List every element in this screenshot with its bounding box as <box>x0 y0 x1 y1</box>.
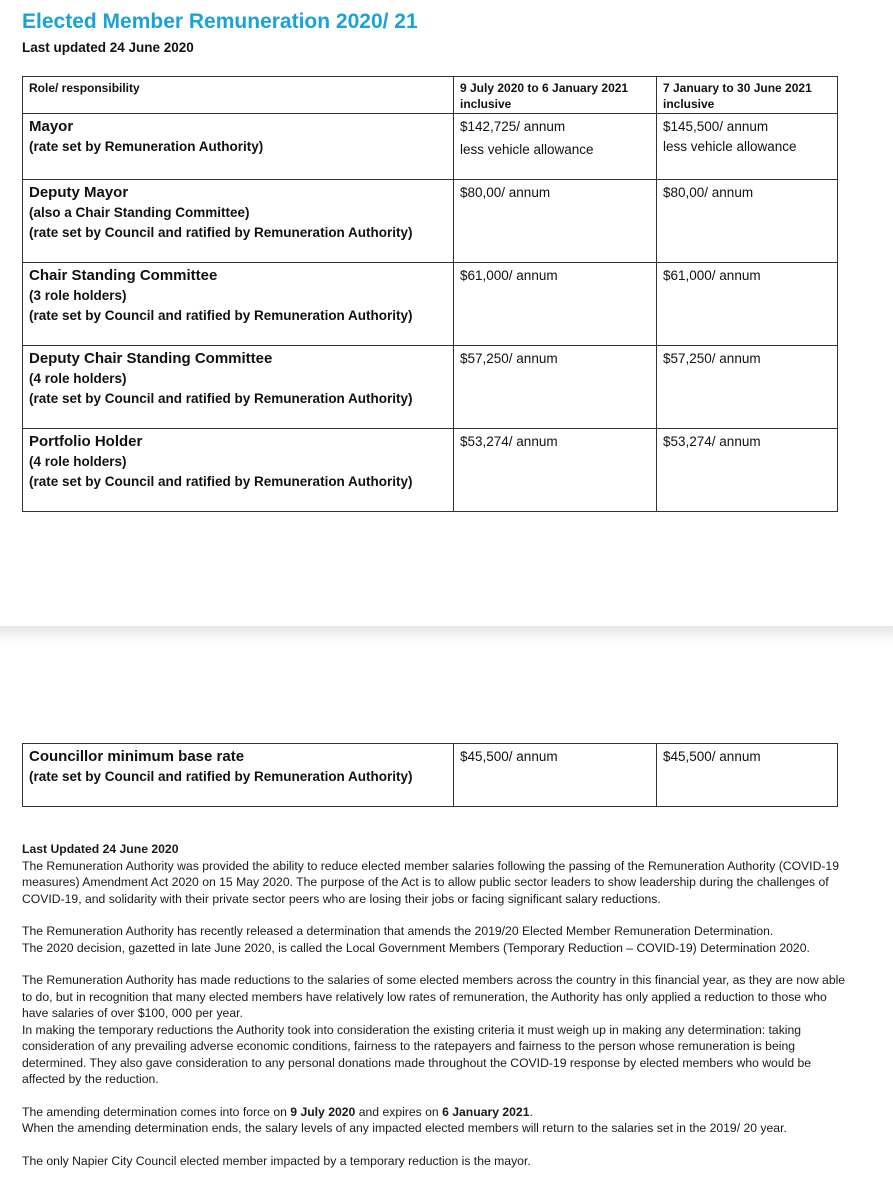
role-detail: (rate set by Council and ratified by Remuneration Authority) <box>29 474 413 489</box>
role-cell <box>23 263 454 346</box>
role-name: Deputy Mayor <box>29 184 129 201</box>
role-detail: (3 role holders) <box>29 288 127 303</box>
notes-section <box>22 841 852 1169</box>
notes-paragraph: In making the temporary reductions the Authority took into consideration the existing criteria it must weigh up in making any determination: taking consideration of any prevailing adverse economic conditions, fairness to the ratepayers and fairness to the person whose remuneration is being determined. They also gave consideration to any personal donations made throughout the COVID-19 response by elected members who would be affected by the reduction. <box>22 1022 812 1086</box>
header-period-1: 9 July 2020 to 6 January 2021 inclusive <box>454 77 657 114</box>
page-break-divider <box>0 626 893 646</box>
notes-paragraph: The Remuneration Authority has made reductions to the salaries of some elected members across the country in this financial year, as they are now able to do, but in recognition that many elected members have relatively low rates of remuneration, the Authority has only applied a reduction to those who have salaries of over $100, 000 per year. <box>22 973 846 1020</box>
rate-cell-period-1 <box>454 263 657 346</box>
notes-paragraph: The only Napier City Council elected member impacted by a temporary reduction is the mayor. <box>22 1153 531 1168</box>
table-row <box>23 263 838 346</box>
notes-text: The amending determination comes into force on <box>22 1104 291 1119</box>
remuneration-table <box>22 76 838 512</box>
table-row <box>23 114 838 180</box>
notes-paragraph: The Remuneration Authority was provided the ability to reduce elected member salaries following the passing of the Remuneration Authority (COVID-19 measures) Amendment Act 2020 on 15 May 2020. The purpose of the Act is to allow public sector leaders to show leadership during the challenges of COVID-19, and solidarity with their private sector peers who are losing their jobs or facing significant salary reductions. <box>22 858 839 906</box>
rate-value: $80,00/ annum <box>663 185 754 200</box>
rate-value: $61,000/ annum <box>663 268 761 283</box>
role-detail: (rate set by Council and ratified by Remuneration Authority) <box>29 769 413 784</box>
rate-cell-period-1 <box>454 114 657 180</box>
role-name: Portfolio Holder <box>29 433 143 450</box>
rate-value: $145,500/ annum <box>663 119 769 134</box>
rate-cell-period-2 <box>657 180 838 263</box>
role-cell <box>23 429 454 512</box>
last-updated: Last updated 24 June 2020 <box>22 40 194 55</box>
role-cell <box>23 114 454 180</box>
header-role: Role/ responsibility <box>23 77 454 114</box>
role-name: Deputy Chair Standing Committee <box>29 350 273 367</box>
table-row <box>23 744 838 807</box>
notes-paragraph: The 2020 decision, gazetted in late June 2020, is called the Local Government Members (Temporary Reduction – COVID-19) Determination 2020. <box>22 940 810 955</box>
notes-paragraph <box>22 1104 852 1121</box>
rate-cell-period-2 <box>657 263 838 346</box>
table-header-row <box>23 77 838 114</box>
rate-value: $53,274/ annum <box>663 434 761 449</box>
rate-cell-period-1 <box>454 744 657 807</box>
rate-cell-period-2 <box>657 114 838 180</box>
rate-value: $57,250/ annum <box>460 351 558 366</box>
rate-note: less vehicle allowance <box>460 142 594 157</box>
role-detail: (also a Chair Standing Committee) <box>29 205 250 220</box>
rate-value: $57,250/ annum <box>663 351 761 366</box>
role-cell <box>23 180 454 263</box>
role-detail: (rate set by Council and ratified by Remuneration Authority) <box>29 391 413 406</box>
rate-value: $53,274/ annum <box>460 434 558 449</box>
notes-paragraph: The Remuneration Authority has recently released a determination that amends the 2019/20 Elected Member Remuneration Determination. <box>22 924 774 938</box>
role-cell <box>23 744 454 807</box>
rate-cell-period-2 <box>657 744 838 807</box>
rate-note: less vehicle allowance <box>663 139 797 154</box>
notes-text: and expires on <box>355 1104 443 1119</box>
end-date: 6 January 2021 <box>442 1104 530 1119</box>
table-row <box>23 346 838 429</box>
rate-cell-period-2 <box>657 346 838 429</box>
start-date: 9 July 2020 <box>290 1104 356 1119</box>
rate-value: $45,500/ annum <box>663 749 761 764</box>
rate-value: $142,725/ annum <box>460 119 566 134</box>
header-period-2: 7 January to 30 June 2021 inclusive <box>657 77 838 114</box>
page-title: Elected Member Remuneration 2020/ 21 <box>22 10 418 33</box>
rate-cell-period-1 <box>454 429 657 512</box>
rate-cell-period-1 <box>454 346 657 429</box>
rate-cell-period-2 <box>657 429 838 512</box>
remuneration-table-continued <box>22 743 838 807</box>
role-detail: (rate set by Council and ratified by Remuneration Authority) <box>29 225 413 240</box>
rate-cell-period-1 <box>454 180 657 263</box>
role-cell <box>23 346 454 429</box>
rate-value: $45,500/ annum <box>460 749 558 764</box>
notes-text: . <box>529 1104 533 1119</box>
role-name: Chair Standing Committee <box>29 267 218 284</box>
role-name: Mayor <box>29 118 74 135</box>
role-name: Councillor minimum base rate <box>29 748 245 765</box>
role-detail: (rate set by Remuneration Authority) <box>29 139 264 154</box>
table-row <box>23 180 838 263</box>
table-row <box>23 429 838 512</box>
role-detail: (rate set by Council and ratified by Remuneration Authority) <box>29 308 413 323</box>
rate-value: $61,000/ annum <box>460 268 558 283</box>
rate-value: $80,00/ annum <box>460 185 551 200</box>
role-detail: (4 role holders) <box>29 371 127 386</box>
notes-heading: Last Updated 24 June 2020 <box>22 842 179 856</box>
role-detail: (4 role holders) <box>29 454 127 469</box>
notes-paragraph: When the amending determination ends, the salary levels of any impacted elected members will return to the salaries set in the 2019/ 20 year. <box>22 1121 787 1135</box>
